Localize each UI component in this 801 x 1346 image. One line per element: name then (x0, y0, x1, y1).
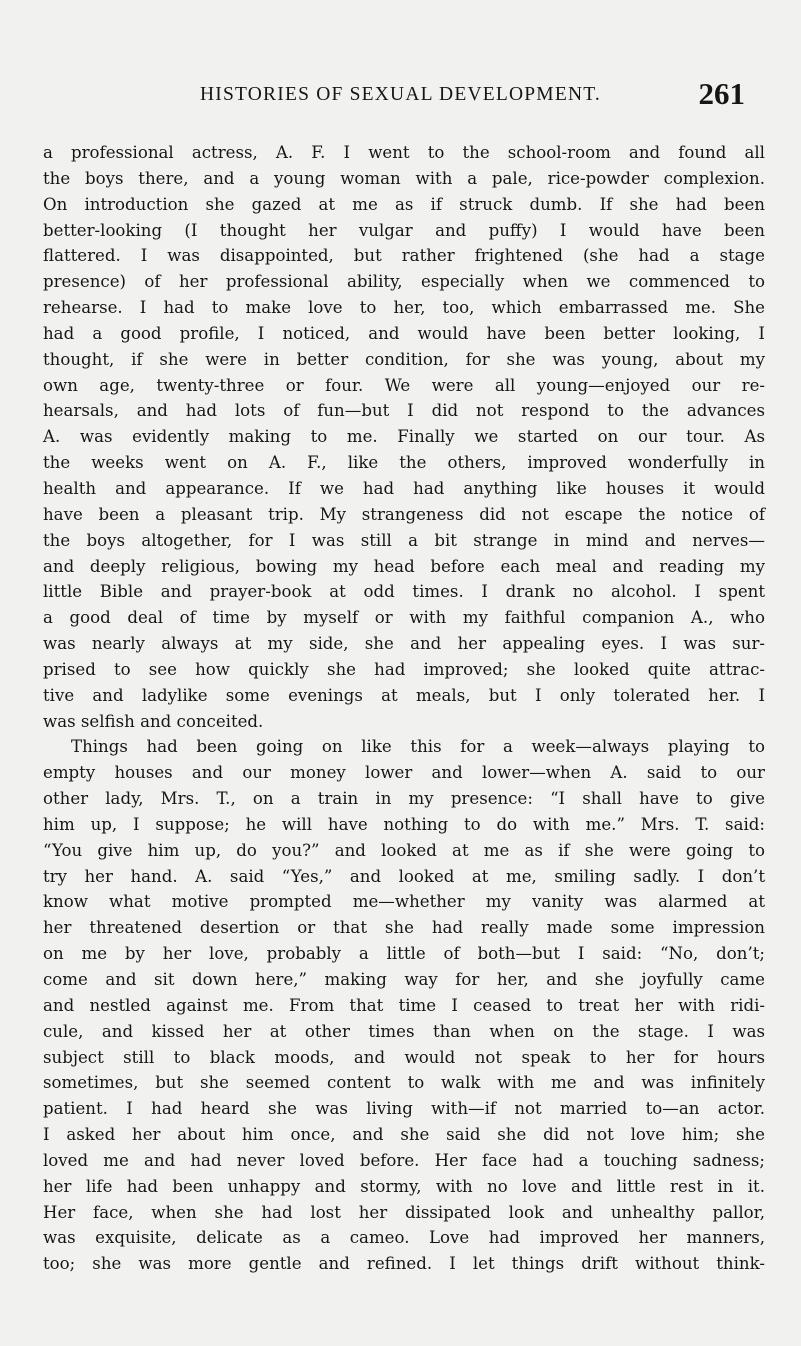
text-line: other lady, Mrs. T., on a train in my presence: “I shall have to give (43, 789, 765, 809)
text-line: rehearse. I had to make love to her, too, which embarrassed me. She (43, 298, 765, 318)
text-line: tive and ladylike some evenings at meals, but I only tolerated her. I (43, 685, 765, 705)
text-line: her life had been unhappy and stormy, with no love and little rest in it. (43, 1176, 765, 1196)
text-line: health and appearance. If we had had anything like houses it would (43, 478, 765, 498)
text-line: come and sit down here,” making way for her, and she joyfully came (43, 970, 765, 989)
text-line: flattered. I was disappointed, but rather frightened (she had a stage (43, 246, 765, 266)
page-number: 261 (698, 76, 745, 111)
text-line: empty houses and our money lower and lower—when A. said to our (43, 763, 765, 783)
text-line: On introduction she gazed at me as if struck dumb. If she had been (43, 194, 765, 214)
text-line: the boys altogether, for I was still a bit strange in mind and nerves— (43, 530, 765, 550)
text-line: little Bible and prayer-book at odd times. I drank no alcohol. I spent (43, 582, 765, 602)
text-line: Her face, when she had lost her dissipated look and unhealthy pallor, (43, 1202, 765, 1222)
text-line: and deeply religious, bowing my head before each meal and reading my (43, 556, 765, 576)
running-head: HISTORIES OF SEXUAL DEVELOPMENT. (200, 84, 601, 105)
text-line: try her hand. A. said “Yes,” and looked at me, smiling sadly. I don’t (43, 866, 765, 886)
text-line: A. was evidently making to me. Finally we started on our tour. As (43, 427, 765, 447)
text-line: had a good profile, I noticed, and would have been better looking, I (43, 323, 765, 343)
text-line: too; she was more gentle and refined. I let things drift without think- (43, 1254, 765, 1274)
body-text (43, 140, 765, 1277)
text-line: and nestled against me. From that time I ceased to treat her with ridi- (43, 995, 765, 1015)
text-line: sometimes, but she seemed content to walk with me and was infinitely (43, 1073, 765, 1093)
text-line: have been a pleasant trip. My strangeness did not escape the notice of (43, 504, 765, 524)
text-line: hearsals, and had lots of fun—but I did not respond to the advances (43, 401, 765, 421)
text-line: a professional actress, A. F. I went to the school-room and found all (43, 143, 765, 162)
page-header (0, 76, 801, 116)
text-line: patient. I had heard she was living with—if not married to—an actor. (43, 1099, 765, 1119)
paragraph-last-line: was selfish and conceited. (43, 711, 264, 731)
text-line: a good deal of time by myself or with my faithful companion A., who (43, 608, 765, 628)
text-line: was exquisite, delicate as a cameo. Love had improved her manners, (43, 1228, 765, 1248)
text-line: own age, twenty-three or four. We were all young—enjoyed our re- (43, 375, 765, 395)
text-line: the weeks went on A. F., like the others, improved wonderfully in (43, 453, 765, 473)
text-line: cule, and kissed her at other times than when on the stage. I was (43, 1021, 765, 1041)
text-line: prised to see how quickly she had improved; she looked quite attrac- (43, 659, 765, 679)
text-line: know what motive prompted me—whether my vanity was alarmed at (43, 892, 765, 912)
text-line: subject still to black moods, and would not speak to her for hours (43, 1047, 765, 1067)
paragraph-first-line: Things had been going on like this for a week—always playing to (71, 737, 765, 757)
text-line: on me by her love, probably a little of both—but I said: “No, don’t; (43, 944, 765, 964)
text-line: “You give him up, do you?” and looked at me as if she were going to (43, 840, 765, 860)
text-line: him up, I suppose; he will have nothing to do with me.” Mrs. T. said: (43, 814, 765, 834)
text-line: the boys there, and a young woman with a pale, rice-powder complexion. (43, 168, 765, 188)
text-line: loved me and had never loved before. Her face had a touching sadness; (43, 1150, 765, 1170)
text-line: her threatened desertion or that she had really made some impression (43, 918, 765, 938)
text-line: was nearly always at my side, she and her appealing eyes. I was sur- (43, 634, 765, 654)
text-line: better-looking (I thought her vulgar and puffy) I would have been (43, 220, 765, 240)
text-line: presence) of her professional ability, especially when we commenced to (43, 272, 765, 292)
text-line: I asked her about him once, and she said she did not love him; she (43, 1125, 765, 1145)
text-line: thought, if she were in better condition, for she was young, about my (43, 349, 765, 369)
